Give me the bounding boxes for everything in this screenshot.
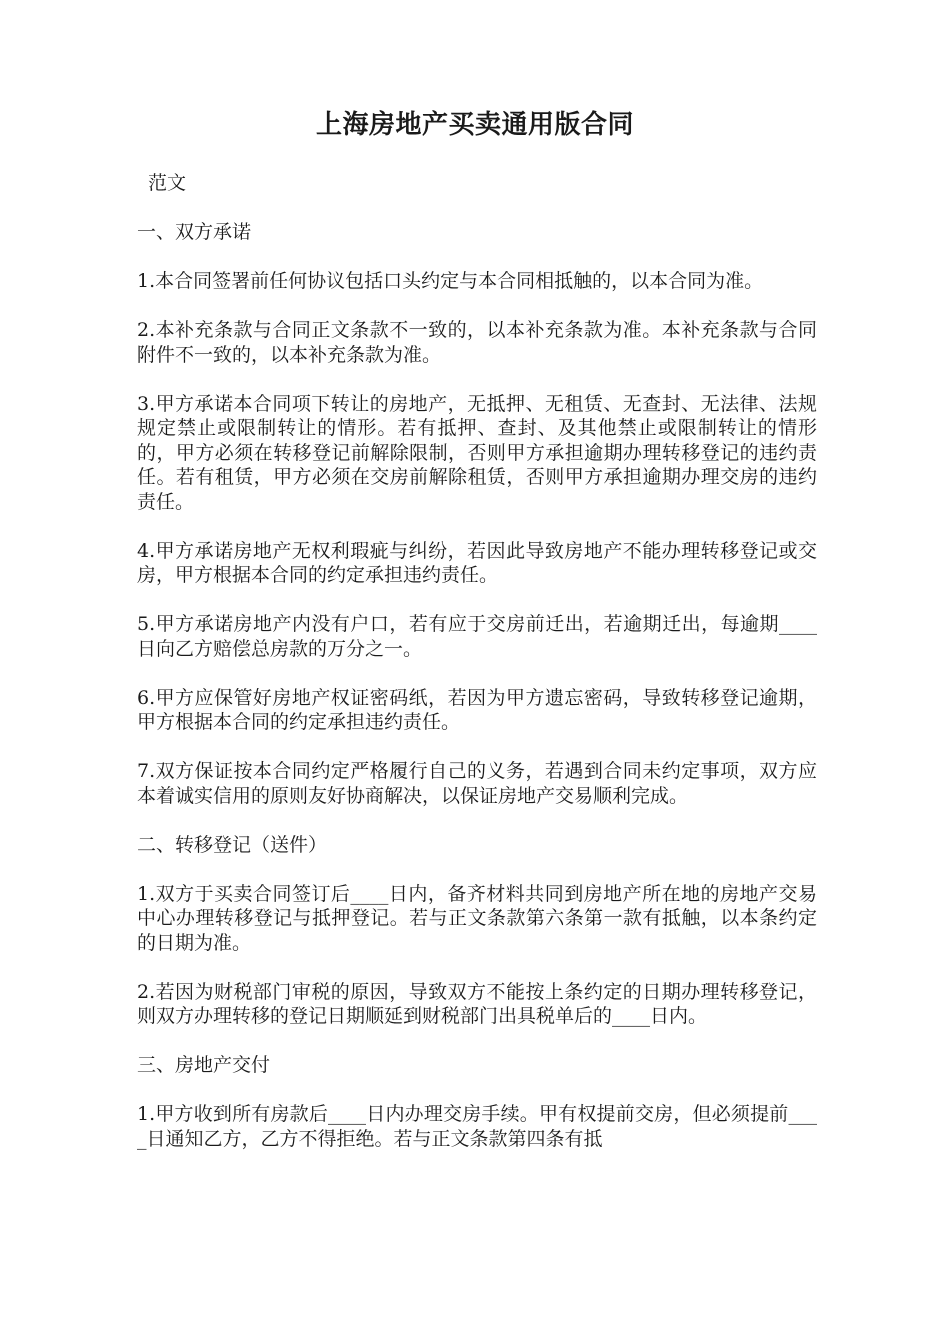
clause-paragraph: 1.本合同签署前任何协议包括口头约定与本合同相抵触的，以本合同为准。 xyxy=(137,270,764,292)
section-heading: 二、转移登记（送件） xyxy=(137,833,328,856)
clause-paragraph: 2.若因为财税部门审税的原因，导致双方不能按上条约定的日期办理转移登记，则双方办理转移的登记日期顺延到财税部门出具税单后的____日内。 xyxy=(137,980,817,1027)
clause-paragraph: 1.甲方收到所有房款后____日内办理交房手续。甲有权提前交房，但必须提前____日通知乙方，乙方不得拒绝。若与正文条款第四条有抵 xyxy=(137,1103,817,1150)
clause-paragraph: 5.甲方承诺房地产内没有户口，若有应于交房前迁出，若逾期迁出，每逾期____日向乙方赔偿总房款的万分之一。 xyxy=(137,613,817,660)
clause-paragraph: 4.甲方承诺房地产无权利瑕疵与纠纷，若因此导致房地产不能办理转移登记或交房，甲方根据本合同的约定承担违约责任。 xyxy=(137,539,817,586)
section-heading: 一、双方承诺 xyxy=(137,221,252,243)
document-title: 上海房地产买卖通用版合同 xyxy=(315,110,634,140)
clause-paragraph: 6.甲方应保管好房地产权证密码纸，若因为甲方遗忘密码，导致转移登记逾期，甲方根据本合同的约定承担违约责任。 xyxy=(137,686,817,733)
clause-paragraph: 3.甲方承诺本合同项下转让的房地产，无抵押、无租赁、无查封、无法律、法规规定禁止或限制转让的情形。若有抵押、查封、及其他禁止或限制转让的情形的，甲方必须在转移登记前解除限制，否则甲方承担逾期办理转移登记的违约责任。若有租赁，甲方必须在交房前解除租赁，否则甲方承担逾期办理交房的违约责任。 xyxy=(137,392,817,513)
clause-paragraph: 1.双方于买卖合同签订后____日内，备齐材料共同到房地产所在地的房地产交易中心办理转移登记与抵押登记。若与正文条款第六条第一款有抵触，以本条约定的日期为准。 xyxy=(137,882,817,954)
clause-paragraph: 7.双方保证按本合同约定严格履行自己的义务，若遇到合同未约定事项，双方应本着诚实信用的原则友好协商解决，以保证房地产交易顺利完成。 xyxy=(137,760,817,807)
document-body xyxy=(137,171,817,1176)
section-heading: 三、房地产交付 xyxy=(137,1054,271,1076)
document-subtitle: 范文 xyxy=(148,172,187,194)
clause-paragraph: 2.本补充条款与合同正文条款不一致的，以本补充条款为准。本补充条款与合同附件不一致的，以本补充条款为准。 xyxy=(137,319,817,366)
